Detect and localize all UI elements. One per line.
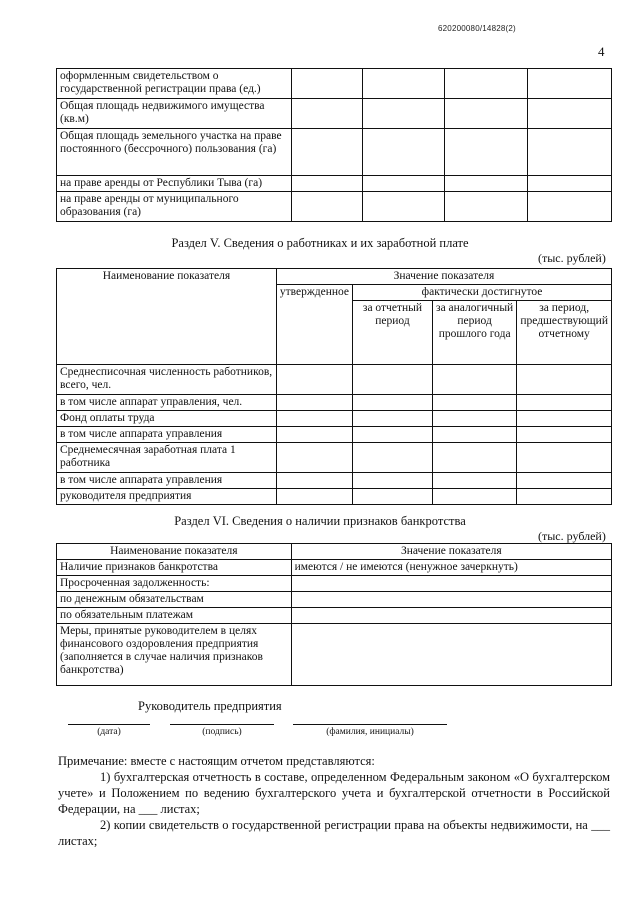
table-row-value xyxy=(291,592,611,608)
table-row-value xyxy=(291,624,611,686)
table-row-value: имеются / не имеются (ненужное зачеркнуть) xyxy=(291,560,611,576)
date-caption: (дата) xyxy=(97,727,121,737)
document-id: 620200080/14828(2) xyxy=(438,24,516,33)
note-intro: Примечание: вместе с настоящим отчетом представляются: xyxy=(58,754,375,768)
name-line xyxy=(293,724,447,725)
section-5-unit: (тыс. рублей) xyxy=(538,251,606,265)
signature-caption: (подпись) xyxy=(202,727,242,737)
header-indicator-name: Наименование показателя xyxy=(57,269,277,365)
header-indicator-value: Значение показателя xyxy=(291,544,611,560)
table-row-label: Просроченная задолженность: xyxy=(57,576,292,592)
table-row-label: руководителя предприятия xyxy=(57,489,277,505)
table-row-label: на праве аренды от муниципального образования (га) xyxy=(57,192,292,222)
header-actual: фактически достигнутое xyxy=(353,285,612,301)
table-row-label: в том числе аппарата управления xyxy=(57,473,277,489)
table-row-label: на праве аренды от Республики Тыва (га) xyxy=(57,176,292,192)
date-line xyxy=(68,724,150,725)
name-caption: (фамилия, инициалы) xyxy=(326,727,414,737)
header-reporting-period: за отчетный период xyxy=(353,301,433,365)
section-6-unit: (тыс. рублей) xyxy=(538,529,606,543)
page-number: 4 xyxy=(598,44,605,59)
table-row-label: Наличие признаков банкротства xyxy=(57,560,292,576)
note-item-2: 2) копии свидетельств о государственной регистрации права на объекты недвижимости, на ___ листах; xyxy=(58,818,610,848)
table-row-label: Меры, принятые руководителем в целях финансового оздоровления предприятия (заполняется в случае наличия признаков банкротства) xyxy=(57,624,292,686)
header-previous-period: за период, предшествующий отчетному xyxy=(517,301,612,365)
header-indicator-value: Значение показателя xyxy=(276,269,611,285)
table-row-value xyxy=(291,608,611,624)
header-approved: утвержденное xyxy=(276,285,352,365)
bankruptcy-table xyxy=(56,543,612,686)
table-row-label: по обязательным платежам xyxy=(57,608,292,624)
table-row-label: Среднесписочная численность работников, всего, чел. xyxy=(57,365,277,395)
table-row-label: в том числе аппарата управления xyxy=(57,427,277,443)
table-row-label: Общая площадь земельного участка на праве постоянного (бессрочного) пользования (га) xyxy=(57,129,292,176)
employees-salary-table xyxy=(56,268,612,505)
table-row-label: по денежным обязательствам xyxy=(57,592,292,608)
table-row-label: Общая площадь недвижимого имущества (кв.м) xyxy=(57,99,292,129)
header-indicator-name: Наименование показателя xyxy=(57,544,292,560)
table-row-label: оформленным свидетельством о государственной регистрации права (ед.) xyxy=(57,69,292,99)
table-row-label: Фонд оплаты труда xyxy=(57,411,277,427)
header-same-period-last-year: за аналогичный период прошлого года xyxy=(432,301,516,365)
table-row-label: Среднемесячная заработная плата 1 работника xyxy=(57,443,277,473)
table-row-label: в том числе аппарат управления, чел. xyxy=(57,395,277,411)
section-6-title: Раздел VI. Сведения о наличии признаков банкротства xyxy=(174,514,466,528)
note-item-1: 1) бухгалтерская отчетность в составе, определенном Федеральным законом «О бухгалтерском учете» и Положением по ведению бухгалтерского учета и бухгалтерской отчетности в Российской Федерации, на ___ листах; xyxy=(58,770,610,816)
signature-line xyxy=(170,724,274,725)
signature-label: Руководитель предприятия xyxy=(138,699,282,713)
section-5-title: Раздел V. Сведения о работниках и их заработной плате xyxy=(171,236,469,250)
property-table xyxy=(56,68,612,222)
table-row-value xyxy=(291,576,611,592)
